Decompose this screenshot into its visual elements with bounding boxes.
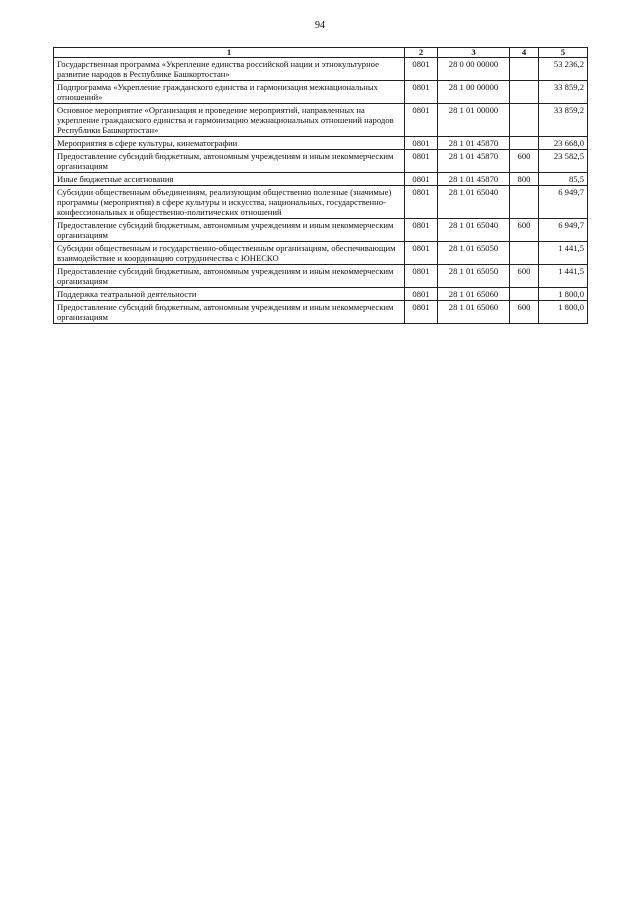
row-amount: 1 800,0 (539, 288, 588, 301)
row-section: 0801 (405, 265, 438, 288)
row-name: Государственная программа «Укрепление единства российской нации и этнокультурное развитие народов в Республике Башкортостан» (54, 58, 405, 81)
table-row (54, 219, 588, 242)
table-row (54, 288, 588, 301)
row-type (510, 288, 539, 301)
table-row (54, 58, 588, 81)
row-section: 0801 (405, 288, 438, 301)
row-amount: 53 236,2 (539, 58, 588, 81)
row-section: 0801 (405, 219, 438, 242)
row-name: Предоставление субсидий бюджетным, автономным учреждениям и иным некоммерческим организациям (54, 150, 405, 173)
row-name: Предоставление субсидий бюджетным, автономным учреждениям и иным некоммерческим организациям (54, 265, 405, 288)
row-target: 28 1 01 00000 (438, 104, 510, 137)
header-col-target: 3 (438, 48, 510, 58)
row-type: 600 (510, 301, 539, 324)
row-type: 600 (510, 150, 539, 173)
row-name: Иные бюджетные ассигнования (54, 173, 405, 186)
table-row (54, 173, 588, 186)
row-type: 600 (510, 219, 539, 242)
header-col-type: 4 (510, 48, 539, 58)
row-type (510, 242, 539, 265)
row-name: Подпрограмма «Укрепление гражданского единства и гармонизация межнациональных отношений» (54, 81, 405, 104)
row-target: 28 1 00 00000 (438, 81, 510, 104)
row-target: 28 1 01 45870 (438, 137, 510, 150)
row-amount: 33 859,2 (539, 104, 588, 137)
row-target: 28 1 01 65060 (438, 301, 510, 324)
row-name: Поддержка театральной деятельности (54, 288, 405, 301)
row-type: 800 (510, 173, 539, 186)
row-type (510, 81, 539, 104)
table-row (54, 81, 588, 104)
row-target: 28 0 00 00000 (438, 58, 510, 81)
row-section: 0801 (405, 137, 438, 150)
row-name: Субсидии общественным и государственно-общественным организациям, обеспечивающим взаимодействие и координацию сотрудничества с ЮНЕСКО (54, 242, 405, 265)
table-row (54, 186, 588, 219)
row-section: 0801 (405, 150, 438, 173)
row-amount: 23 668,0 (539, 137, 588, 150)
table-row (54, 137, 588, 150)
row-section: 0801 (405, 301, 438, 324)
row-section: 0801 (405, 58, 438, 81)
header-col-section: 2 (405, 48, 438, 58)
row-name: Субсидии общественным объединениям, реализующим общественно полезные (значимые) программы (мероприятия) в сфере культуры и искусства, национальных, государственно-конфессиональных и общественно-политических отношений (54, 186, 405, 219)
row-amount: 23 582,5 (539, 150, 588, 173)
row-name: Предоставление субсидий бюджетным, автономным учреждениям и иным некоммерческим организациям (54, 219, 405, 242)
table-row (54, 104, 588, 137)
row-section: 0801 (405, 81, 438, 104)
header-col-amount: 5 (539, 48, 588, 58)
row-amount: 1 441,5 (539, 265, 588, 288)
row-amount: 33 859,2 (539, 81, 588, 104)
table-row (54, 242, 588, 265)
row-section: 0801 (405, 242, 438, 265)
row-target: 28 1 01 45870 (438, 173, 510, 186)
row-target: 28 1 01 65050 (438, 265, 510, 288)
row-name: Мероприятия в сфере культуры, кинематографии (54, 137, 405, 150)
row-amount: 1 441,5 (539, 242, 588, 265)
row-amount: 6 949,7 (539, 219, 588, 242)
budget-table (53, 47, 588, 324)
row-name: Основное мероприятие «Организация и проведение мероприятий, направленных на укрепление гражданского единства и гармонизацию межнациональных отношений народов Республики Башкортостан» (54, 104, 405, 137)
row-section: 0801 (405, 104, 438, 137)
row-section: 0801 (405, 173, 438, 186)
page-number: 94 (315, 20, 325, 31)
table-row (54, 150, 588, 173)
row-section: 0801 (405, 186, 438, 219)
row-type (510, 104, 539, 137)
table-header-row (54, 48, 588, 58)
row-target: 28 1 01 65040 (438, 219, 510, 242)
row-target: 28 1 01 65060 (438, 288, 510, 301)
row-amount: 6 949,7 (539, 186, 588, 219)
row-amount: 85,5 (539, 173, 588, 186)
row-target: 28 1 01 65040 (438, 186, 510, 219)
table-row (54, 265, 588, 288)
row-name: Предоставление субсидий бюджетным, автономным учреждениям и иным некоммерческим организациям (54, 301, 405, 324)
row-type (510, 186, 539, 219)
row-type (510, 137, 539, 150)
row-type: 600 (510, 265, 539, 288)
header-col-name: 1 (54, 48, 405, 58)
row-amount: 1 800,0 (539, 301, 588, 324)
table-row (54, 301, 588, 324)
row-target: 28 1 01 65050 (438, 242, 510, 265)
row-target: 28 1 01 45870 (438, 150, 510, 173)
row-type (510, 58, 539, 81)
